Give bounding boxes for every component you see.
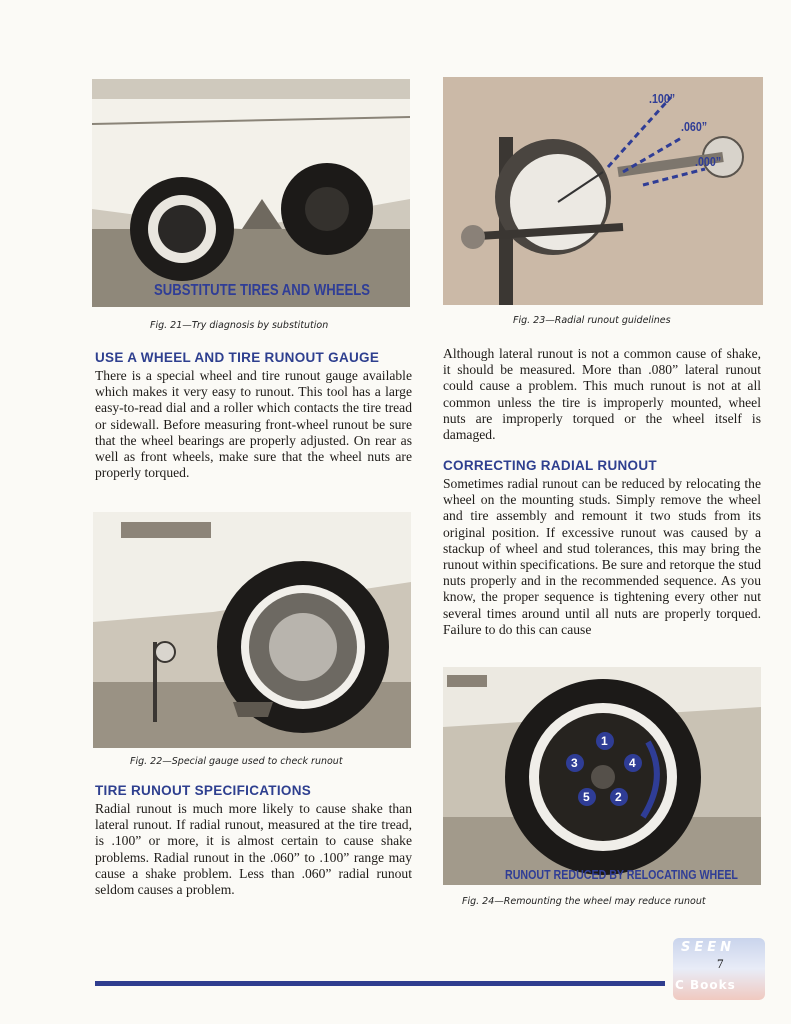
fig24-illustration	[443, 667, 761, 885]
paragraph-correcting-radial-runout: Sometimes radial runout can be reduced by relocating the wheel on the mounting studs. Simply remove the wheel and tire assembly and remount it two studs from its original position. If excessive runout was caused by a stackup of wheel and stud tolerances, this may bring the runout within specifications. Be sure and retorque the stud nuts properly and in the recommended sequence. As you know, the proper sequence is tightening every other nut several times around until all nuts are properly torqued. Failure to do this can cause	[443, 476, 761, 637]
paragraph-lateral-runout: Although lateral runout is not a common cause of shake, it should be measured. More than .080” lateral runout could cause a problem. This much runout is not at all common unless the tire is improperly mounted, wheel nuts are improperly torqued or the wheel itself is damaged.	[443, 346, 761, 443]
fig23-photo	[443, 77, 763, 305]
fig24-stud-1: 1	[601, 734, 608, 748]
paragraph-runout-gauge: There is a special wheel and tire runout gauge available which makes it very easy to runout. This tool has a large easy-to-read dial and a roller which contacts the tire tread or sidewall. Before measuring front-wheel runout be sure that the wheel bearings are properly adjusted. On rear as well as front wheels, make sure that the wheel nuts are properly torqued.	[95, 368, 412, 481]
fig24-caption: Fig. 24—Remounting the wheel may reduce runout	[462, 896, 706, 907]
fig21-caption: Fig. 21—Try diagnosis by substitution	[150, 320, 329, 331]
fig23-gauge-label-100: .100”	[649, 91, 676, 106]
page-badge	[673, 938, 765, 1000]
fig23-caption: Fig. 23—Radial runout guidelines	[513, 315, 671, 326]
fig24-stud-3: 3	[571, 756, 578, 770]
heading-correcting-radial-runout: CORRECTING RADIAL RUNOUT	[443, 458, 657, 473]
badge-sub-text: C Books	[675, 978, 736, 992]
fig22-illustration	[93, 512, 411, 748]
fig24-stud-4: 4	[629, 756, 636, 770]
fig21-illustration	[92, 79, 410, 307]
fig24-stud-2: 2	[615, 790, 622, 804]
fig24-photo	[443, 667, 761, 885]
fig22-caption: Fig. 22—Special gauge used to check runout	[130, 756, 343, 767]
fig24-overlay-label: RUNOUT REDUCED BY RELOCATING WHEEL	[505, 867, 738, 882]
fig24-stud-5: 5	[583, 790, 590, 804]
fig21-photo	[92, 79, 410, 307]
fig21-overlay-label: SUBSTITUTE TIRES AND WHEELS	[154, 282, 371, 299]
fig23-gauge-label-060: .060”	[681, 119, 708, 134]
page-number: 7	[717, 956, 724, 971]
fig23-gauge-label-000: .000”	[695, 154, 722, 169]
footer-rule	[95, 981, 665, 986]
fig22-photo	[93, 512, 411, 748]
badge-text: SEEN	[681, 940, 736, 955]
fig23-illustration	[443, 77, 763, 305]
paragraph-tire-runout-specs: Radial runout is much more likely to cause shake than lateral runout. If radial runout, measured at the tire tread, is .100” or more, it is almost certain to cause shake problems. Radial runout in the .060” to .100” range may cause a shake problem. Less than .060” radial runout seldom causes a problem.	[95, 801, 412, 898]
heading-tire-runout-specs: TIRE RUNOUT SPECIFICATIONS	[95, 783, 312, 798]
heading-runout-gauge: USE A WHEEL AND TIRE RUNOUT GAUGE	[95, 350, 380, 365]
